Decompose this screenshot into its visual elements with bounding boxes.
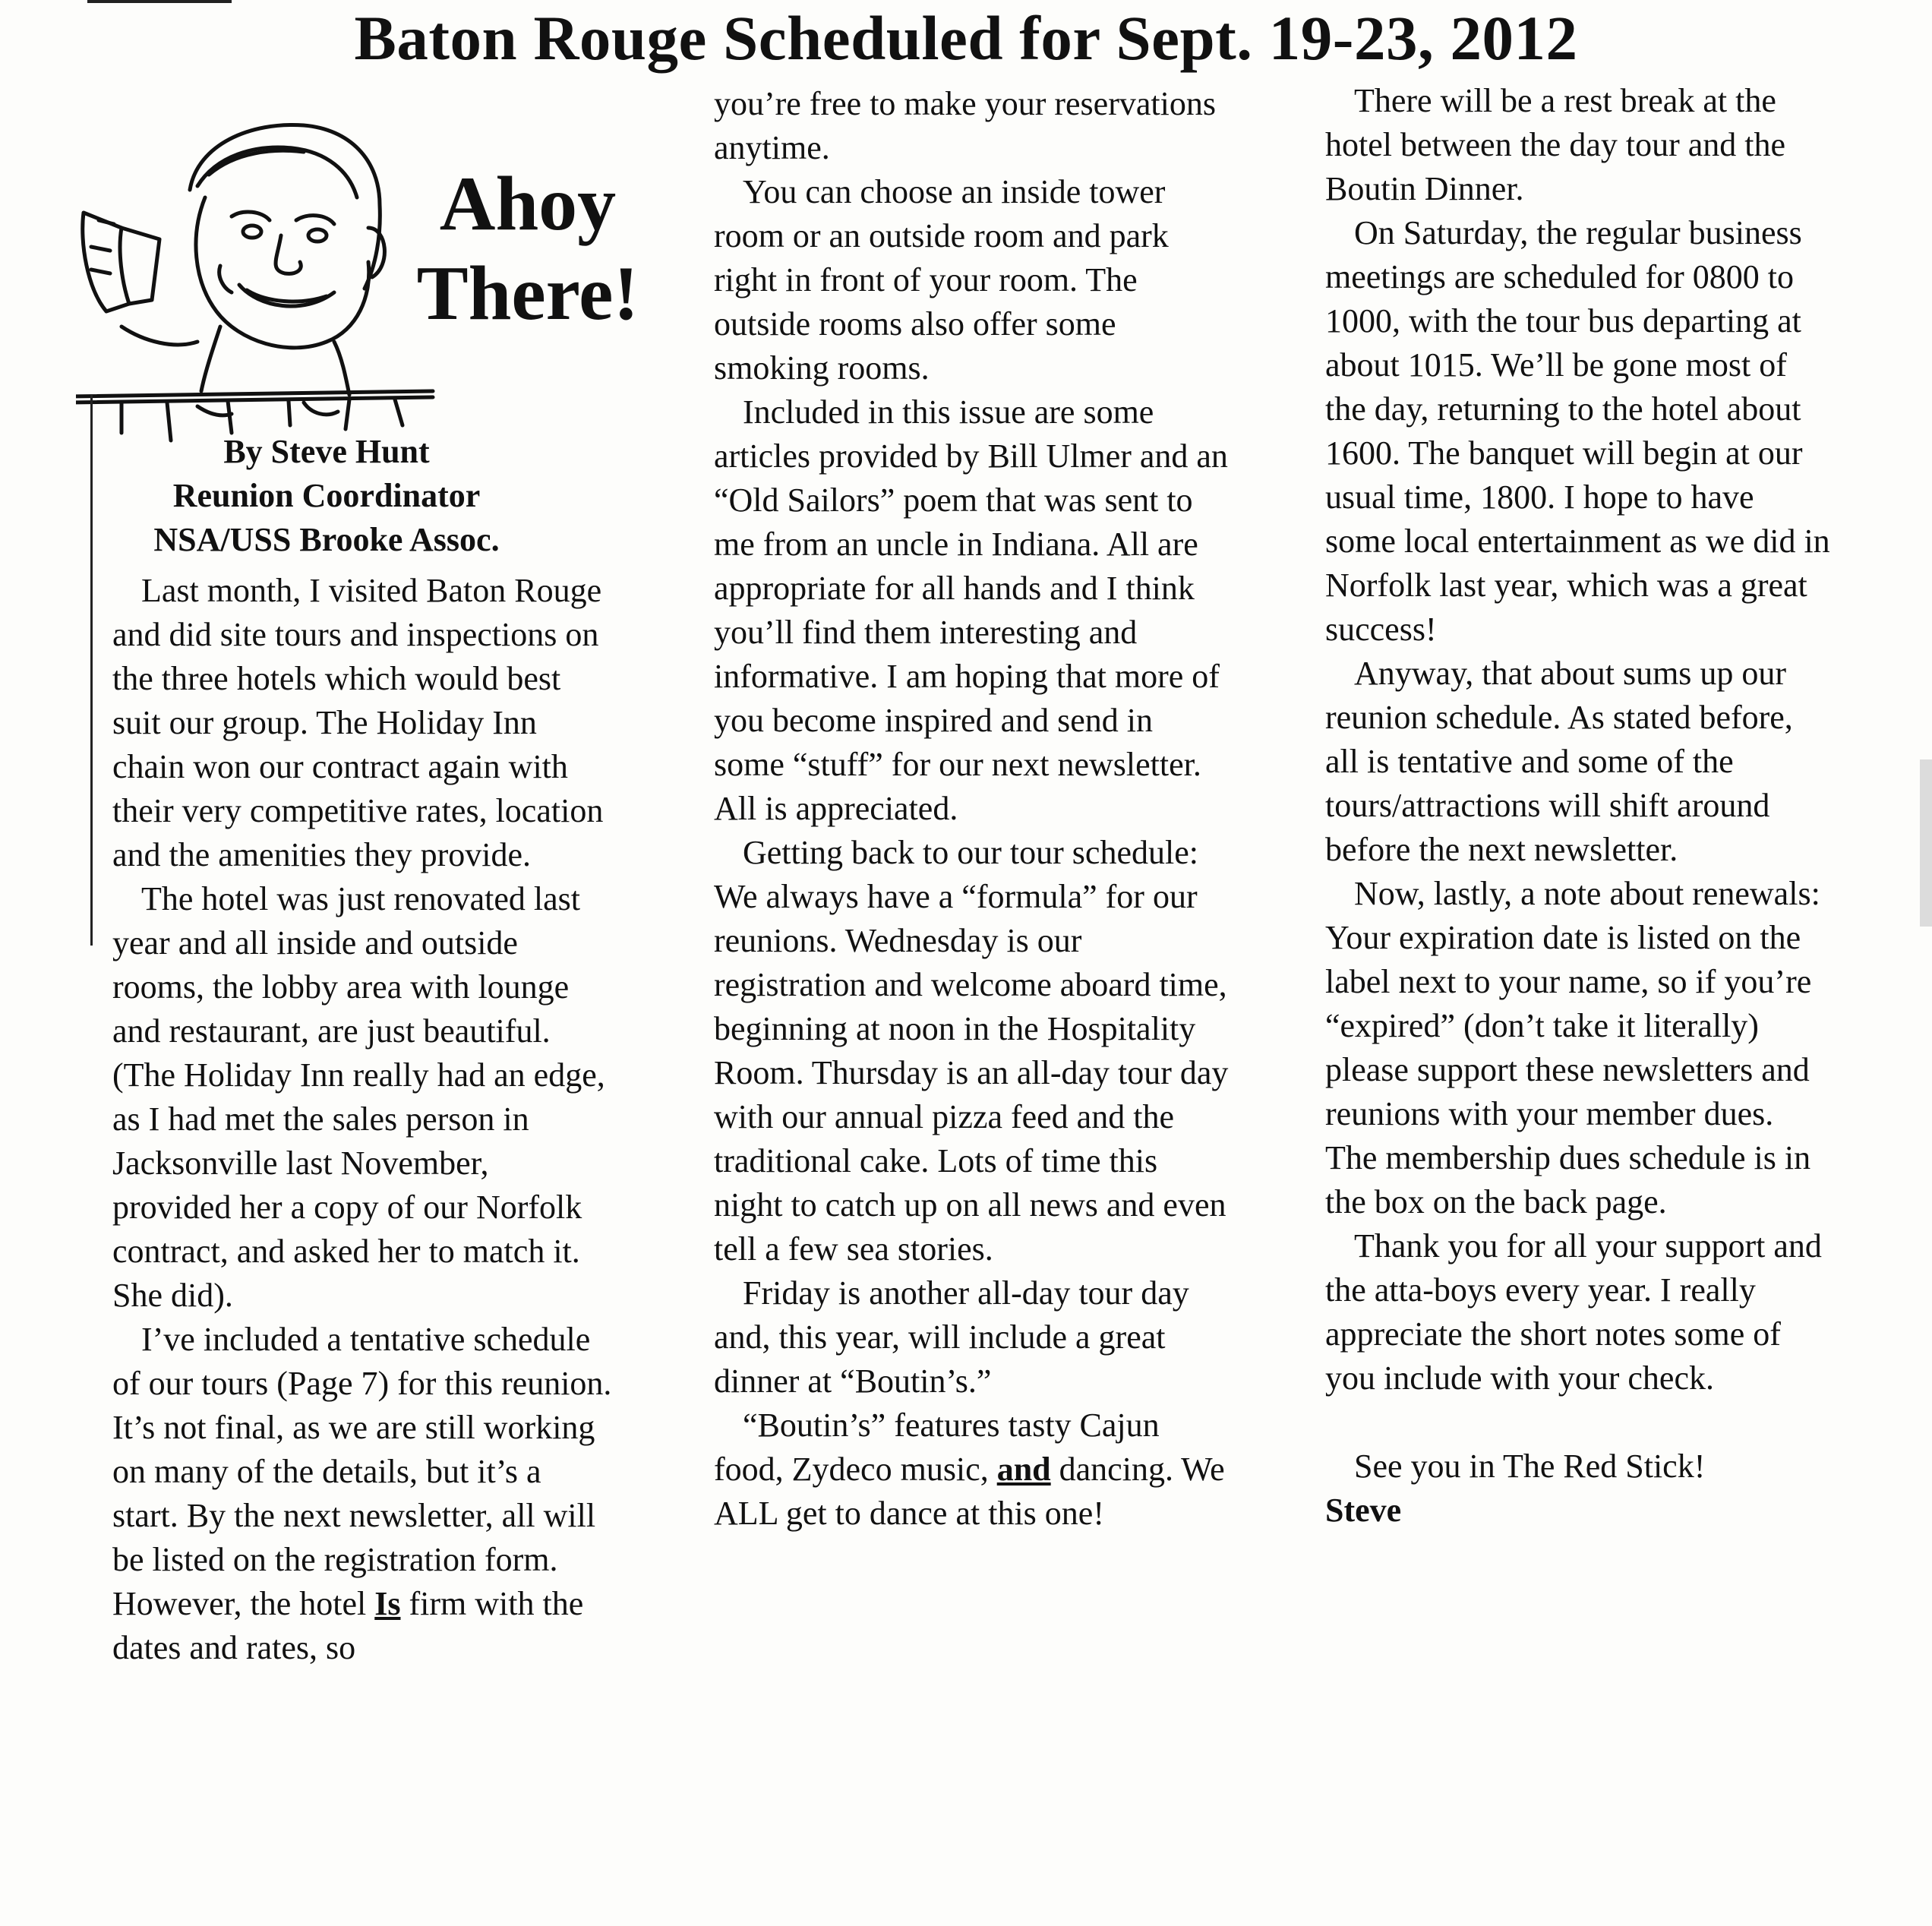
byline (106, 430, 547, 562)
paragraph: The hotel was just renovated last year and all inside and outside rooms, the lobby area with lounge and restaurant, are just beautiful. (The Holiday Inn really had an edge, as I had met the sales person in Jacksonville last November, provided her a copy of our Norfolk contract, and asked her to match it. She did). (112, 880, 605, 1314)
frame-border-line (90, 395, 93, 946)
column-2 (714, 82, 1230, 1536)
paragraph: On Saturday, the regular business meetings are scheduled for 0800 to 1000, with the tour bus departing at about 1015. We’ll be gone most of the day, returning to the hotel about 1600. The banquet will begin at our usual time, 1800. I hope to have some local entertainment as we did in Norfolk last year, which was a great success! (1325, 214, 1830, 648)
ahoy-line-2: There! (416, 251, 639, 336)
byline-org: NSA/USS Brooke Assoc. (153, 521, 500, 558)
paragraph (714, 1403, 1230, 1536)
column-3 (1325, 79, 1830, 1533)
scan-edge-shadow (1920, 759, 1932, 927)
byline-role: Reunion Coordinator (172, 477, 481, 514)
byline-author: By Steve Hunt (223, 433, 430, 470)
paragraph: you’re free to make your reservations anytime. (714, 85, 1216, 166)
paragraph: You can choose an inside tower room or an outside room and park right in front of your room. The outside rooms also offer some smoking rooms. (714, 173, 1169, 387)
paragraph (112, 1318, 614, 1670)
spacer (1325, 1400, 1830, 1444)
paragraph: Now, lastly, a note about renewals: Your expiration date is listed on the label next to your name, so if you’re “expired” (don’t take it literally) please support these newsletters and reunions with your member dues. The membership dues schedule is in the box on the back page. (1325, 875, 1820, 1220)
signature: Steve (1325, 1492, 1402, 1529)
text-run: dancing. We ALL get to dance at this one! (714, 1451, 1225, 1532)
underlined-emphasis: Is (374, 1585, 401, 1622)
paragraph: Anyway, that about sums up our reunion schedule. As stated before, all is tentative and some of the tours/attractions will shift around before the next newsletter. (1325, 655, 1793, 868)
ahoy-heading (402, 159, 653, 339)
underlined-emphasis: and (996, 1451, 1051, 1488)
paragraph: Included in this issue are some articles provided by Bill Ulmer and an “Old Sailors” poem that was sent to me from an uncle in Indiana. All are appropriate for all hands and I think you’ll find them interesting and informative. I am hoping that more of you become inspired and send in some “stuff” for our next newsletter. All is appreciated. (714, 393, 1228, 827)
paragraph: See you in The Red Stick! (1354, 1448, 1706, 1485)
paragraph: Getting back to our tour schedule: We always have a “formula” for our reunions. Wednesday is our registration and welcome aboard time, beginning at noon in the Hospitality Room. Thursday is an all-day tour day with our annual pizza feed and the traditional cake. Lots of time this night to catch up on all news and even tell a few sea stories. (714, 834, 1229, 1268)
text-run: “Boutin’s” features tasty Cajun food, Zydeco music, (714, 1407, 1160, 1488)
text-run: firm with the dates and rates, so (112, 1585, 584, 1666)
paragraph: There will be a rest break at the hotel between the day tour and the Boutin Dinner. (1325, 82, 1786, 207)
text-run: I’ve included a tentative schedule of our tours (Page 7) for this reunion. It’s not final, as we are still working on many of the details, but it’s a start. By the next newsletter, all will be listed on the registration form. However, the hotel (112, 1321, 612, 1622)
cartoon-portrait-image (76, 114, 440, 448)
column-1 (112, 569, 614, 1670)
ahoy-line-1: Ahoy (439, 161, 617, 247)
paragraph: Thank you for all your support and the atta-boys every year. I really appreciate the short notes some of you include with your check. (1325, 1227, 1822, 1397)
paragraph: Friday is another all-day tour day and, this year, will include a great dinner at “Boutin’s.” (714, 1274, 1189, 1400)
headline: Baton Rouge Scheduled for Sept. 19-23, 2012 (354, 3, 1578, 73)
paragraph: Last month, I visited Baton Rouge and did site tours and inspections on the three hotels which would best suit our group. The Holiday Inn chain won our contract again with their very competitive rates, location and the amenities they provide. (112, 572, 604, 873)
